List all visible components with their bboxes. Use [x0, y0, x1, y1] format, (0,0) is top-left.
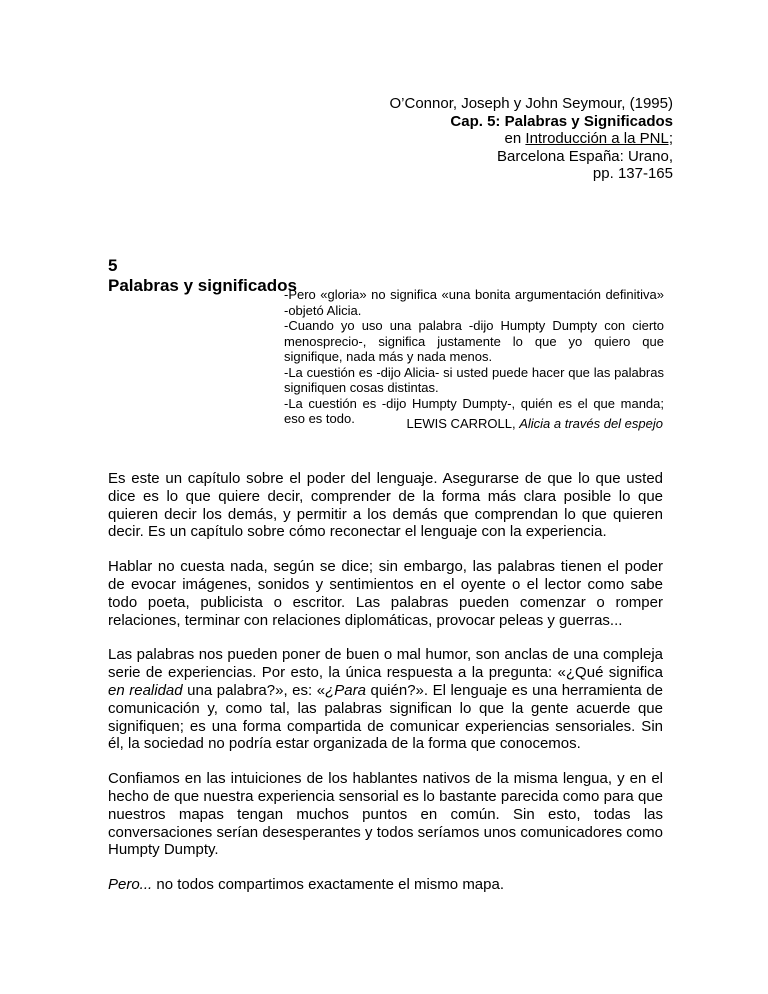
- citation-pages: pp. 137-165: [592, 165, 673, 182]
- citation-book: [253, 130, 673, 148]
- epigraph-line: -Pero «gloria» no significa «una bonita argumentación definitiva» -objetó Alicia.: [284, 287, 664, 318]
- epigraph: [284, 287, 664, 427]
- epigraph-line: -La cuestión es -dijo Humpty Dumpty-, quién es el que manda; eso es todo.: [284, 395, 664, 426]
- citation-chapter: Cap. 5: Palabras y Significados: [450, 112, 673, 130]
- epigraph-line: -La cuestión es -dijo Alicia- si usted puede hacer que las palabras signifiquen cosas distintas.: [284, 364, 664, 395]
- paragraph: Hablar no cuesta nada, según se dice; sin embargo, las palabras tienen el poder de evocar imágenes, sonidos y sentimientos en el oyente o el lector como sabe todo poeta, publicista o escritor. Las palabras pueden comenzar o romper relaciones, terminar con relaciones diplomáticas, provocar peleas y guerras...: [108, 558, 663, 629]
- citation-book-prefix: en: [504, 130, 526, 147]
- chapter-title: Palabras y significados: [108, 275, 297, 295]
- emphasis: Pero...: [108, 876, 153, 894]
- paragraph: Confiamos en las intuiciones de los hablantes nativos de la misma lengua, y en el hecho de que nuestra experiencia sensorial es lo bastante parecida como para que nuestros mapas tengan muchos puntos en común. Sin esto, todas las conversaciones serían desesperantes y todos seríamos unos comunicadores como Humpty Dumpty.: [108, 770, 663, 859]
- paragraph: Es este un capítulo sobre el poder del lenguaje. Asegurarse de que lo que usted dice es lo que quiere decir, comprender de la forma más clara posible lo que quieren decir los demás, y permitir a los demás que comprendan lo que quieren decir. Es un capítulo sobre cómo reconectar el lenguaje con la experiencia.: [108, 470, 663, 541]
- epigraph-attribution: [406, 416, 663, 431]
- text-run: Las palabras nos pueden poner de buen o mal humor, son anclas de una compleja serie de experiencias. Por esto, la única respuesta a la pregunta: «¿Qué significa: [108, 646, 663, 682]
- text-run: quién?». El lenguaje es una herramienta de comunicación y, como tal, las palabras significan lo que la gente acuerde que signifiquen; es una forma compartida de comunicar experiencias sensoriales. Sin él, la sociedad no podría estar organizada de la forma que conocemos.: [108, 681, 663, 753]
- epigraph-line: -Cuando yo uso una palabra -dijo Humpty Dumpty con cierto menosprecio-, significa justamente lo que yo quiero que signifique, nada más y nada menos.: [284, 318, 664, 364]
- paragraph: [108, 646, 663, 753]
- paragraph: [108, 876, 663, 894]
- emphasis: ¿Para: [325, 681, 366, 699]
- chapter-number: 5: [108, 256, 118, 275]
- citation-book-title: Introducción a la PNL;: [525, 130, 673, 147]
- emphasis: en realidad: [108, 681, 183, 699]
- citation-publisher: Barcelona España: Urano,: [497, 147, 673, 165]
- text-run: no todos compartimos exactamente el mismo mapa.: [152, 876, 505, 894]
- attribution-author: LEWIS CARROLL,: [406, 416, 520, 431]
- text-run: una palabra?», es: «: [182, 681, 326, 699]
- chapter-heading: [108, 256, 297, 295]
- attribution-work: Alicia a través del espejo: [519, 416, 663, 431]
- body-text: [108, 470, 663, 911]
- bibliographic-citation: [253, 95, 673, 183]
- citation-authors: O’Connor, Joseph y John Seymour, (1995): [389, 95, 673, 112]
